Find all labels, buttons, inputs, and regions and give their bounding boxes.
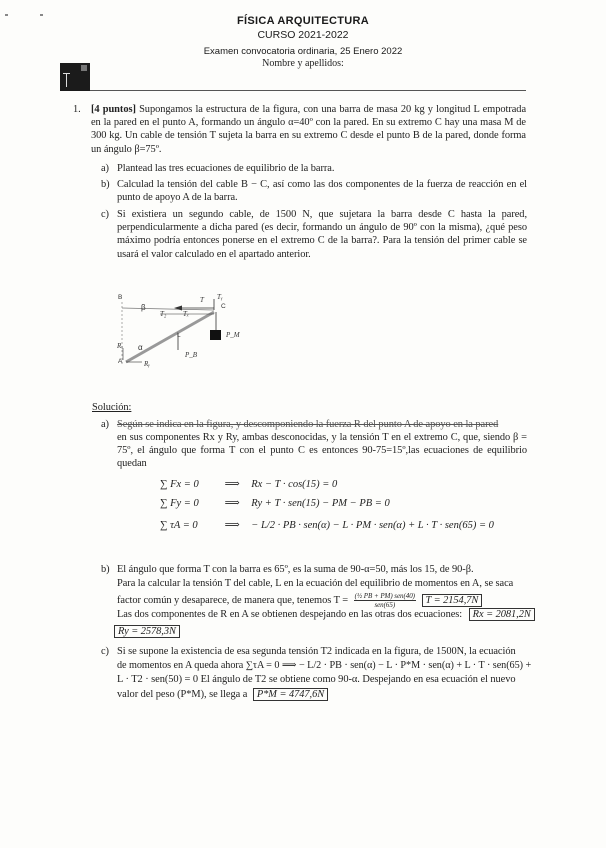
eq3-rhs: − L/2 · PB · sen(α) − L · PM · sen(α) + L · T · sen(65) = 0 xyxy=(251,520,494,531)
label-t2: T₂ xyxy=(160,310,167,318)
label-pb: P_B xyxy=(185,351,198,359)
eq3-lhs: ∑ τA = 0 xyxy=(160,520,198,531)
problem-number: 1. xyxy=(73,104,81,115)
eq2-rhs: Ry + T · sen(15) − PM − PB = 0 xyxy=(251,498,390,509)
bar xyxy=(126,312,214,362)
sol-c-line4-text: valor del peso (P*M), se llega a xyxy=(117,689,248,700)
implies-arrow: ⟹ xyxy=(224,520,240,531)
sol-a-struck: Según se indica en la figura, y descomponiendo la fuerza R del punto A de apoyo en la pared xyxy=(117,419,499,430)
logo-stamp xyxy=(81,65,87,71)
eq1-lhs: ∑ Fx = 0 xyxy=(160,479,199,490)
sol-b-ry xyxy=(114,625,180,638)
part-b-label: b) xyxy=(101,179,110,190)
sol-b-line1: El ángulo que forma T con la barra es 65º, es la suma de 90-α=50, más los 15, de 90-β. xyxy=(117,564,474,575)
course-year: CURSO 2021-2022 xyxy=(257,29,349,41)
sol-b-line3 xyxy=(117,592,482,609)
label-c: C xyxy=(221,303,226,310)
ry-result: Ry = 2578,3N xyxy=(114,625,180,638)
fraction-denominator: sen(65) xyxy=(374,601,396,609)
rx-result: Rx = 2081,2N xyxy=(469,608,535,621)
university-logo xyxy=(60,63,90,91)
part-c-label: c) xyxy=(101,209,109,220)
eq2-lhs: ∑ Fy = 0 xyxy=(160,498,199,509)
label-beta: β xyxy=(141,303,146,312)
label-ty: Tᵧ xyxy=(217,293,223,301)
eq1-rhs: Rx − T · cos(15) = 0 xyxy=(251,479,338,490)
sol-c-line2: de momentos en A queda ahora ∑τA = 0 ⟹ − L/2 · PB · sen(α) − L · P*M · sen(α) + L · T · sen(65) + xyxy=(117,660,532,671)
problem-statement xyxy=(91,103,526,156)
sol-b-line3-text: factor común y desaparece, de manera que, tenemos T = xyxy=(117,594,349,606)
implies-arrow: ⟹ xyxy=(224,479,240,490)
sol-c-line4 xyxy=(117,688,328,701)
mass-block xyxy=(210,330,221,340)
solution-heading: Solución: xyxy=(92,402,132,413)
part-b-text: Calculad la tensión del cable B − C, así como las dos componentes de la fuerza de reacción en el punto de apoyo A de la barra. xyxy=(117,179,527,204)
label-tx: Tₓ xyxy=(183,310,189,318)
fraction-numerator: (½ PB + PM) sen(40) xyxy=(354,592,415,600)
label-alpha: α xyxy=(138,343,143,352)
exam-title: FÍSICA ARQUITECTURA xyxy=(237,15,369,27)
exam-session: Examen convocatoria ordinaria, 25 Enero 2022 xyxy=(203,46,403,57)
sol-a-text: en sus componentes Rx y Ry, ambas desconocidas, y la tensión T en el extremo C, que, siendo β = 75º, el ángulo que forma T con el punto C es entonces 90-75=15º,las ecuaciones de equilibrio quedan xyxy=(117,432,527,470)
part-a-label: a) xyxy=(101,163,109,174)
sol-c-line3: L · T2 · sen(50) = 0 El ángulo de T2 se obtiene como 90-α. Despejando en esa ecuación el nuevo xyxy=(117,674,516,685)
eq-sum-fy xyxy=(160,497,390,509)
sol-c-label: c) xyxy=(101,646,109,657)
sol-a-label: a) xyxy=(101,419,109,430)
label-rx: Rₓ xyxy=(117,342,124,350)
header-rule xyxy=(90,90,526,91)
label-a: A xyxy=(118,358,123,365)
tension-fraction xyxy=(354,592,416,609)
label-ry: Rᵧ xyxy=(144,360,150,368)
sol-b-line4-text: Las dos componentes de R en A se obtienen despejando en las otras dos ecuaciones: xyxy=(117,609,463,620)
part-a-text: Plantead las tres ecuaciones de equilibrio de la barra. xyxy=(117,163,335,174)
logo-mark xyxy=(66,73,67,87)
tension-arrowhead xyxy=(174,306,182,311)
sol-c-line1: Si se supone la existencia de esa segunda tensión T2 indicada en la figura, de 1500N, la ecuación xyxy=(117,646,516,657)
pm-result: P*M = 4747,6N xyxy=(253,688,328,701)
label-l: L xyxy=(177,332,181,339)
sol-b-line2: Para la calcular la tensión T del cable, L en la ecuación del equilibrio de momentos en A, se saca xyxy=(117,578,514,589)
label-b: B xyxy=(118,294,123,301)
implies-arrow: ⟹ xyxy=(224,498,240,509)
eq-sum-fx xyxy=(160,478,337,490)
tension-result: T = 2154,7N xyxy=(422,594,483,607)
sol-b-line4 xyxy=(117,608,535,621)
problem-points: [4 puntos] xyxy=(91,104,136,115)
problem-text: Supongamos la estructura de la figura, con una barra de masa 20 kg y longitud L empotrada en la pared en el punto A, formando un ángulo α=40º con la pared. En su extremo C hay una masa M de 300 kg. Un cable de tensión T sujeta la barra en su extremo C desde el punto B de la pared, donde forma un ángulo β=75º. xyxy=(91,104,527,155)
name-field-label: Nombre y apellidos: xyxy=(262,58,344,69)
eq-sum-torque xyxy=(160,519,494,531)
label-pm: P_M xyxy=(226,331,240,339)
part-c-text: Si existiera un segundo cable, de 1500 N, que sujetara la barra desde C hasta la pared, perpendicularmente a dicha pared (es decir, formando un ángulo de 90º con la misma), ¿qué peso máximo podría entonces ponerse en el extremo C de la barra?. Para la tensión del primer cable se usará el valor calculado en el apartado anterior. xyxy=(117,209,527,260)
label-t: T xyxy=(200,296,204,304)
sol-b-label: b) xyxy=(101,564,110,575)
